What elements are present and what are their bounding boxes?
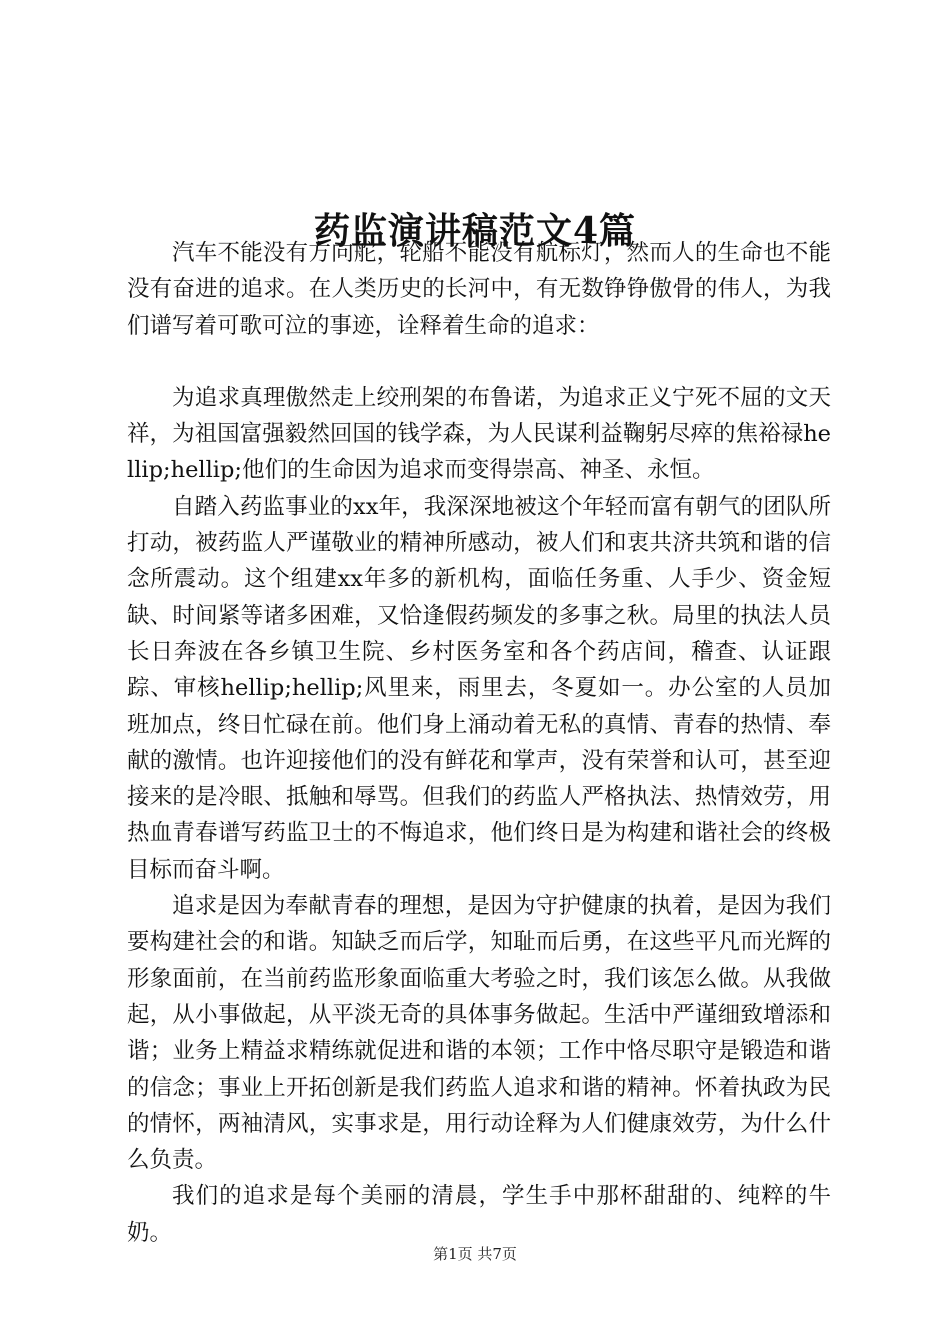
document-body bbox=[127, 235, 831, 1251]
document-title: 药监演讲稿范文4篇 bbox=[313, 210, 637, 253]
paragraph-1: 汽车不能没有方向舵，轮船不能没有航标灯，然而人的生命也不能没有奋进的追求。在人类历史的长河中，有无数铮铮傲骨的伟人，为我们谱写着可歌可泣的事迹，诠释着生命的追求： bbox=[127, 240, 831, 339]
page-number-footer: 第1页 共7页 bbox=[433, 1245, 517, 1263]
paragraph-3: 自踏入药监事业的xx年，我深深地被这个年轻而富有朝气的团队所打动，被药监人严谨敬业的精神所感动，被人们和衷共济共筑和谐的信念所震动。这个组建xx年多的新机构，面临任务重、人手少、资金短缺、时间紧等诸多困难，又恰逢假药频发的多事之秋。局里的执法人员长日奔波在各乡镇卫生院、乡村医务室和各个药店间，稽查、认证跟踪、审核hellip;hellip;风里来，雨里去，冬夏如一。办公室的人员加班加点，终日忙碌在前。他们身上涌动着无私的真情、青春的热情、奉献的激情。也许迎接他们的没有鲜花和掌声，没有荣誉和认可，甚至迎接来的是冷眼、抵触和辱骂。但我们的药监人严格执法、热情效劳，用热血青春谱写药监卫士的不悔追求，他们终日是为构建和谐社会的终极目标而奋斗啊。 bbox=[127, 493, 831, 883]
paragraph-2: 为追求真理傲然走上绞刑架的布鲁诺，为追求正义宁死不屈的文天祥，为祖国富强毅然回国的钱学森，为人民谋利益鞠躬尽瘁的焦裕禄hellip;hellip;他们的生命因为追求而变得崇高、神圣、永恒。 bbox=[127, 384, 831, 484]
paragraph-5: 我们的追求是每个美丽的清晨，学生手中那杯甜甜的、纯粹的牛奶。 bbox=[127, 1183, 831, 1246]
paragraph-4: 追求是因为奉献青春的理想，是因为守护健康的执着，是因为我们要构建社会的和谐。知缺乏而后学，知耻而后勇，在这些平凡而光辉的形象面前，在当前药监形象面临重大考验之时，我们该怎么做。从我做起，从小事做起，从平淡无奇的具体事务做起。生活中严谨细致增添和谐；业务上精益求精练就促进和谐的本领；工作中恪尽职守是锻造和谐的信念；事业上开拓创新是我们药监人追求和谐的精神。怀着执政为民的情怀，两袖清风，实事求是，用行动诠释为人们健康效劳，为什么什么负责。 bbox=[127, 893, 831, 1174]
